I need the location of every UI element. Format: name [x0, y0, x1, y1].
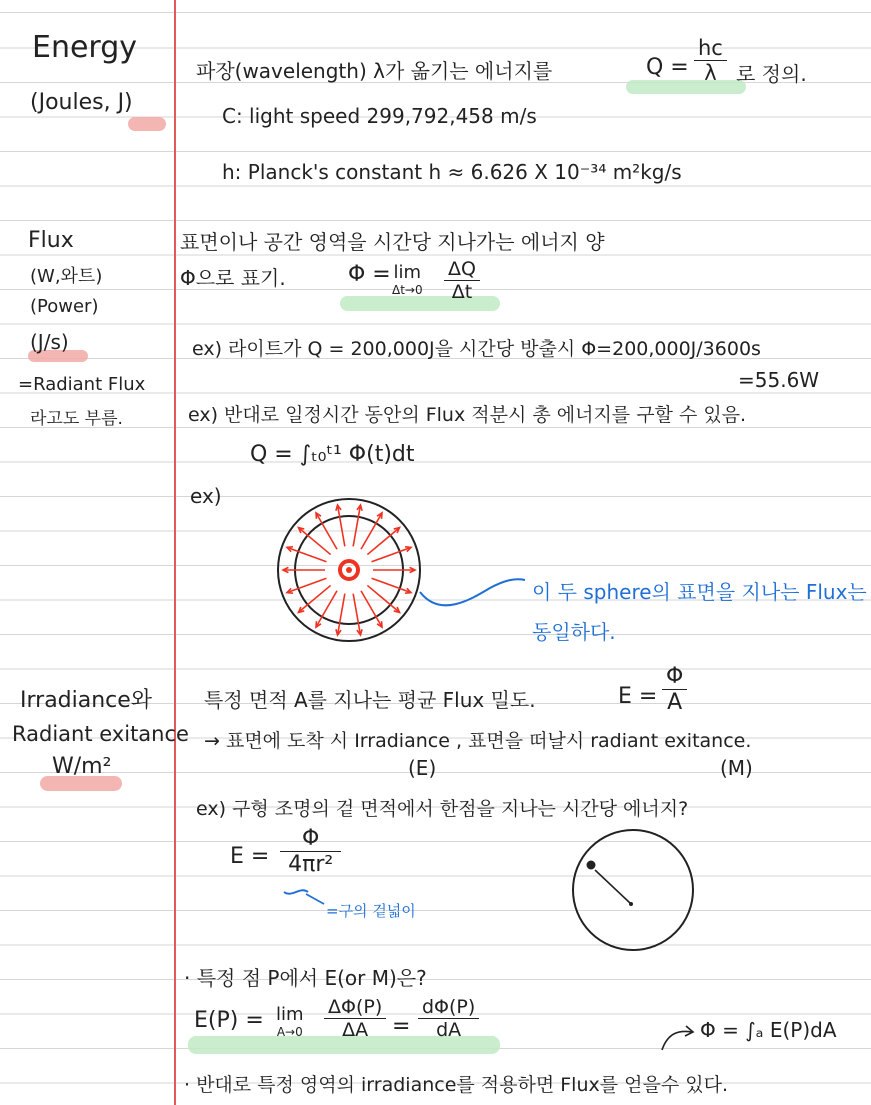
flux-unit-js: (J/s) — [30, 330, 69, 354]
point-formula-fraction1 — [324, 996, 386, 1041]
irradiance-formula-lhs: E = — [618, 684, 658, 709]
irradiance-unit: W/m² — [52, 754, 112, 779]
energy-formula-den: λ — [704, 61, 717, 85]
point-question: · 특정 점 P에서 E(or M)은? — [184, 966, 427, 990]
flux-unit-watt: (W,와트) — [30, 266, 103, 287]
flux-ex1: ex) 라이트가 Q = 200,000J을 시간당 방출시 Φ=200,000J/3600s — [192, 338, 761, 360]
highlight-energy-formula — [626, 80, 746, 94]
sphere-irradiance-num: Φ — [280, 826, 341, 852]
flux-alias-note: 라고도 부름. — [30, 409, 123, 429]
point-formula-den2: dA — [436, 1019, 462, 1041]
sphere-area-note: =구의 겉넓이 — [326, 902, 416, 920]
energy-def: 파장(wavelength) λ가 옮기는 에너지를 — [196, 59, 553, 83]
irradiance-def: 특정 면적 A를 지나는 평균 Flux 밀도. — [204, 688, 536, 712]
flux-integral: Φ = ∫ₐ E(P)dA — [700, 1018, 837, 1042]
sphere-irradiance-fraction — [280, 826, 341, 877]
exitance-symbol-M: (M) — [720, 756, 753, 780]
flux-ex3-label: ex) — [190, 484, 222, 508]
irradiance-to-flux: · 반대로 특정 영역의 irradiance를 적용하면 Flux를 얻을수 있다. — [184, 1074, 728, 1096]
irradiance-symbol-E: (E) — [408, 756, 437, 780]
flux-formula-lhs: Φ = — [348, 262, 391, 287]
flux-unit-power: (Power) — [30, 296, 99, 317]
point-formula-num1: ΔΦ(P) — [324, 996, 386, 1019]
flux-formula-fraction — [444, 258, 480, 303]
point-formula-lim — [276, 1004, 304, 1039]
flux-formula-den: Δt — [451, 281, 473, 303]
margin-line — [174, 0, 176, 1105]
point-formula-eq: = — [392, 1014, 411, 1039]
radiant-exitance-title: Radiant exitance — [12, 722, 189, 746]
highlight-joules — [128, 117, 166, 131]
irradiance-ex: ex) 구형 조명의 겉 면적에서 한점을 지나는 시간당 에너지? — [196, 798, 689, 820]
irradiance-formula-fraction — [662, 664, 687, 715]
flux-alias: =Radiant Flux — [18, 374, 146, 395]
point-formula-den1: ΔA — [342, 1019, 369, 1041]
flux-ex1-result: =55.6W — [738, 368, 820, 392]
energy-formula-lhs: Q = — [646, 55, 689, 80]
flux-lim-label: lim — [393, 262, 422, 283]
flux-ex2: ex) 반대로 일정시간 동안의 Flux 적분시 총 에너지를 구할 수 있음. — [188, 404, 747, 426]
planck-line: h: Planck's constant h ≈ 6.626 X 10⁻³⁴ m²kg/s — [222, 160, 682, 184]
energy-formula-num: hc — [694, 36, 727, 61]
point-lim-label: lim — [276, 1004, 304, 1025]
irradiance-vs-exitance: → 표면에 도착 시 Irradiance , 표면을 떠날시 radiant exitance. — [204, 730, 752, 752]
light-speed-line: C: light speed 299,792,458 m/s — [222, 104, 537, 128]
sphere-note-line2: 동일하다. — [532, 620, 616, 644]
flux-formula-num: ΔQ — [444, 258, 480, 281]
flux-lim-sub: Δt→0 — [392, 283, 423, 297]
flux-notation: Φ으로 표기. — [180, 266, 286, 290]
energy-def-suffix: 로 정의. — [736, 62, 807, 86]
point-formula-fraction2 — [418, 996, 479, 1041]
energy-title: Energy — [32, 30, 138, 65]
point-lim-sub: A→0 — [276, 1025, 303, 1039]
energy-unit: (Joules, J) — [30, 90, 133, 115]
irradiance-title: Irradiance와 — [20, 688, 153, 713]
flux-formula-lim — [392, 262, 423, 297]
sphere-note-line1: 이 두 sphere의 표면을 지나는 Flux는 — [532, 580, 867, 604]
point-formula-num2: dΦ(P) — [418, 996, 479, 1019]
energy-formula-fraction — [694, 36, 727, 85]
flux-def: 표면이나 공간 영역을 시간당 지나가는 에너지 양 — [180, 230, 605, 254]
point-formula-lhs: E(P) = — [194, 1008, 264, 1033]
sphere-irradiance-lhs: E = — [230, 844, 270, 869]
sphere-irradiance-den: 4πr² — [288, 852, 334, 877]
flux-ex2-formula: Q = ∫ₜ₀ᵗ¹ Φ(t)dt — [250, 442, 415, 467]
flux-title: Flux — [28, 228, 74, 253]
irradiance-formula-num: Φ — [662, 664, 687, 690]
irradiance-formula-den: A — [667, 690, 683, 715]
